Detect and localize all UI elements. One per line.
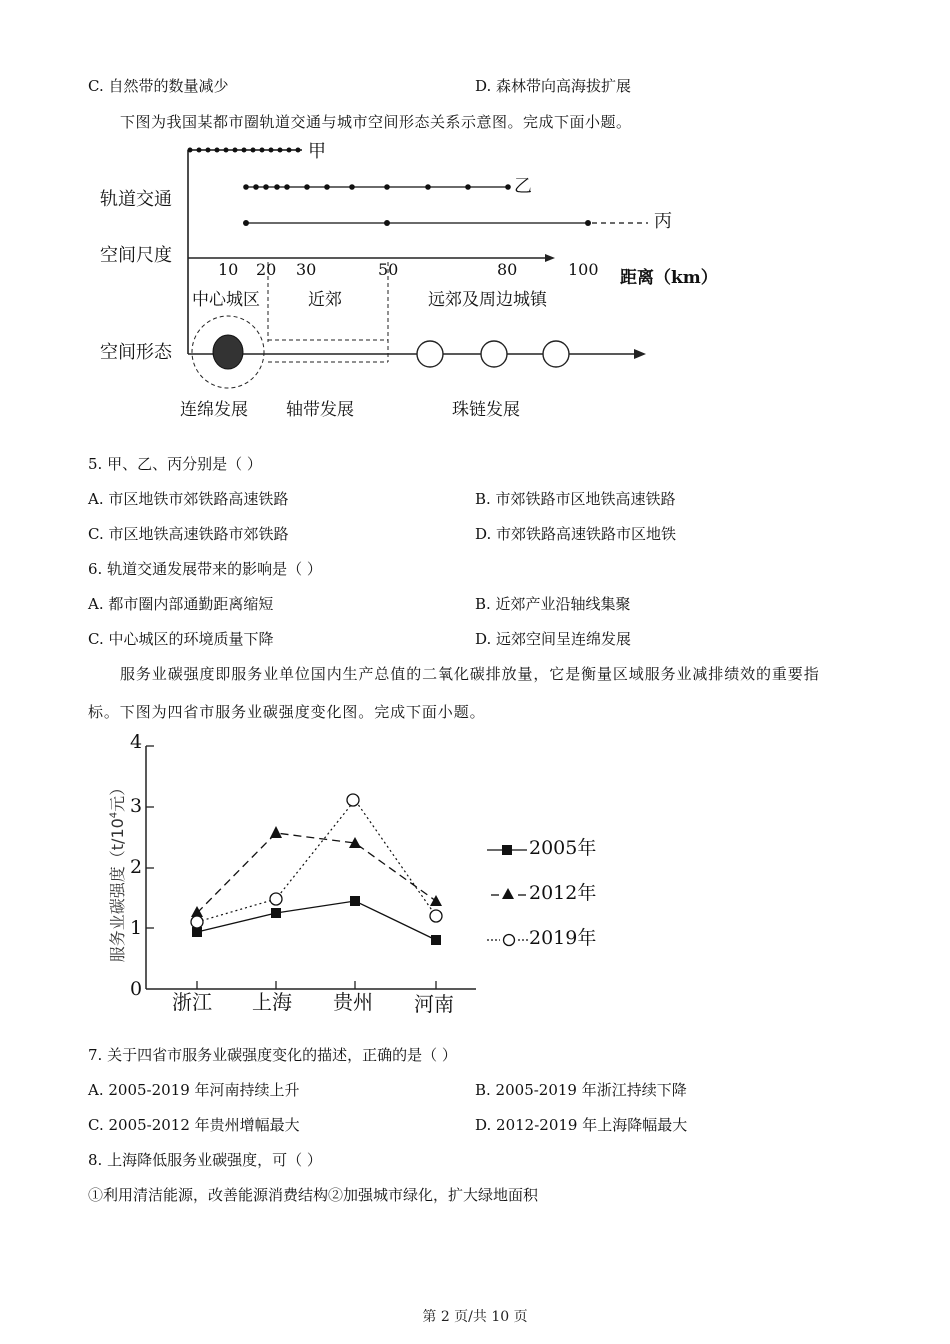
- x-label-henan: 河南: [414, 992, 454, 1016]
- q6-option-a[interactable]: A. 都市圈内部通勤距离缩短: [88, 595, 274, 613]
- q8-stem: 8. 上海降低服务业碳强度，可（ ）: [88, 1151, 322, 1169]
- label-rail-transit: 轨道交通: [100, 189, 172, 210]
- q7-stem: 7. 关于四省市服务业碳强度变化的描述，正确的是（ ）: [88, 1046, 457, 1064]
- legend-2005: 2005年: [529, 837, 597, 859]
- tick-50: 50: [378, 260, 399, 279]
- rail-transit-diagram: [0, 0, 950, 440]
- chart-svg: [0, 730, 950, 1030]
- y-tick-4: 4: [130, 731, 143, 753]
- intro-paragraph-2-line-2: 标。下图为四省市服务业碳强度变化图。完成下面小题。: [88, 703, 486, 721]
- pattern-bead-chain: 珠链发展: [452, 400, 520, 420]
- label-spatial-form: 空间形态: [100, 342, 172, 363]
- y-tick-1: 1: [130, 917, 143, 939]
- y-axis-label-tail: 元）: [108, 779, 127, 812]
- q7-option-c[interactable]: C. 2005-2012 年贵州增幅最大: [88, 1116, 300, 1134]
- q6-option-b[interactable]: B. 近郊产业沿轴线集聚: [475, 595, 631, 613]
- legend-symbols: [487, 845, 528, 946]
- option-c: C. 自然带的数量减少: [88, 77, 229, 95]
- line-jia: [188, 148, 303, 153]
- q7-option-b[interactable]: B. 2005-2019 年浙江持续下降: [475, 1081, 687, 1099]
- q5-option-b[interactable]: B. 市郊铁路市区地铁高速铁路: [475, 490, 676, 508]
- tick-10: 10: [218, 260, 239, 279]
- x-label-guizhou: 贵州: [333, 990, 373, 1014]
- q5-option-c[interactable]: C. 市区地铁高速铁路市郊铁路: [88, 525, 289, 543]
- zone-far-suburb: 远郊及周边城镇: [428, 290, 547, 310]
- y-axis-label-main: 服务业碳强度（t/10: [108, 818, 127, 963]
- series-2005: [192, 896, 441, 945]
- label-jia: 甲: [308, 141, 326, 162]
- tick-30: 30: [296, 260, 317, 279]
- y-tick-2: 2: [130, 856, 143, 878]
- tick-20: 20: [256, 260, 277, 279]
- legend-2019: 2019年: [529, 927, 597, 949]
- q5-option-d[interactable]: D. 市郊铁路高速铁路市区地铁: [475, 525, 677, 543]
- rail-diagram-svg: [0, 0, 950, 440]
- line-yi: [243, 184, 511, 190]
- central-city-dot: [213, 335, 243, 369]
- page-footer: 第 2 页/共 10 页: [422, 1309, 528, 1325]
- y-tick-0: 0: [130, 978, 143, 1000]
- intro-paragraph-1: 下图为我国某都市圈轨道交通与城市空间形态关系示意图。完成下面小题。: [120, 113, 632, 131]
- q6-option-c[interactable]: C. 中心城区的环境质量下降: [88, 630, 274, 648]
- intro-paragraph-2-line-1: 服务业碳强度即服务业单位国内生产总值的二氧化碳排放量，它是衡量区域服务业减排绩效的重要指: [120, 665, 820, 683]
- carbon-intensity-chart: [0, 730, 950, 1030]
- q8-items: ①利用清洁能源，改善能源消费结构②加强城市绿化，扩大绿地面积: [88, 1186, 539, 1204]
- pattern-continuous: 连绵发展: [180, 400, 248, 420]
- y-axis-label: [105, 761, 127, 981]
- line-bing: [243, 220, 648, 226]
- zone-central-city: 中心城区: [192, 290, 260, 310]
- q5-option-a[interactable]: A. 市区地铁市郊铁路高速铁路: [88, 490, 289, 508]
- series-2019: [191, 794, 442, 928]
- label-spatial-scale: 空间尺度: [100, 245, 172, 266]
- legend-2012: 2012年: [529, 882, 597, 904]
- y-axis-label-sup: 4: [108, 811, 120, 819]
- x-label-shanghai: 上海: [252, 990, 292, 1014]
- y-tick-3: 3: [130, 795, 143, 817]
- tick-80: 80: [497, 260, 518, 279]
- q7-option-d[interactable]: D. 2012-2019 年上海降幅最大: [475, 1116, 688, 1134]
- q5-stem: 5. 甲、乙、丙分别是（ ）: [88, 455, 262, 473]
- x-label-zhejiang: 浙江: [172, 990, 212, 1014]
- q6-stem: 6. 轨道交通发展带来的影响是（ ）: [88, 560, 322, 578]
- zone-near-suburb: 近郊: [308, 290, 342, 310]
- q6-option-d[interactable]: D. 远郊空间呈连绵发展: [475, 630, 632, 648]
- pattern-axial: 轴带发展: [286, 400, 354, 420]
- axis-label-distance: 距离（km）: [620, 268, 718, 288]
- tick-100: 100: [568, 260, 599, 279]
- option-d: D. 森林带向高海拔扩展: [475, 77, 632, 95]
- label-yi: 乙: [514, 176, 532, 197]
- label-bing: 丙: [654, 211, 672, 232]
- q7-option-a[interactable]: A. 2005-2019 年河南持续上升: [88, 1081, 300, 1099]
